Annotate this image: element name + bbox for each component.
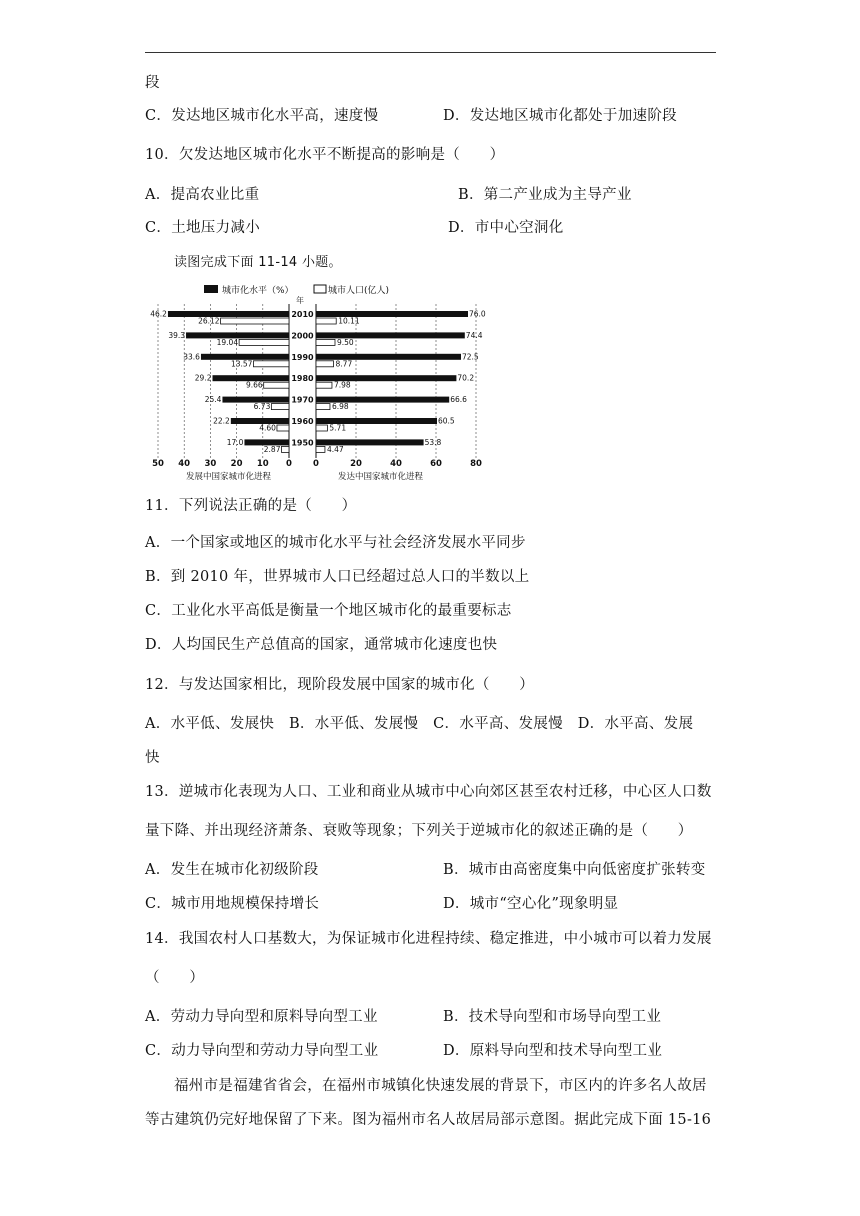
right-bar-pop <box>316 446 325 452</box>
right-label-pop: 6.98 <box>331 402 349 412</box>
left-xtick: 40 <box>178 459 191 469</box>
left-bar-pop <box>277 425 289 431</box>
question-14-line1: 14．我国农村人口基数大，为保证城市化进程持续、稳定推进，中小城市可以着力发展 <box>145 931 712 947</box>
left-bar-pop <box>281 446 289 452</box>
question-10: 10．欠发达地区城市化水平不断提高的影响是（ ） <box>145 147 505 163</box>
year-axis-label: 年 <box>296 296 304 305</box>
option-14d: D．原料导向型和技术导向型工业 <box>443 1043 663 1059</box>
right-bar-pop <box>316 339 335 345</box>
left-label-pct: 25.4 <box>204 395 222 405</box>
left-label-pop: 9.66 <box>245 380 263 390</box>
text-line: 段 <box>145 75 160 91</box>
options-12-cont: 快 <box>145 750 160 766</box>
right-label-pct: 76.0 <box>469 309 486 319</box>
right-label-pop: 5.71 <box>329 423 347 433</box>
left-label-pop: 26.12 <box>198 316 220 326</box>
right-label-pct: 66.6 <box>450 395 467 405</box>
left-xtick: 50 <box>152 459 164 469</box>
legend-swatch-pct <box>204 285 218 293</box>
option-13b: B．城市由高密度集中向低密度扩张转变 <box>443 862 706 878</box>
option-11a: A．一个国家或地区的城市化水平与社会经济发展水平同步 <box>145 535 526 551</box>
year-label: 2000 <box>291 331 314 341</box>
left-bar-pop <box>271 404 289 410</box>
option-11d: D．人均国民生产总值高的国家，通常城市化速度也快 <box>145 637 498 653</box>
right-label-pop: 8.77 <box>335 359 353 369</box>
figure-intro: 读图完成下面 11-14 小题。 <box>174 255 342 270</box>
right-label-pct: 53.8 <box>424 437 442 447</box>
right-xtick: 20 <box>350 459 362 469</box>
right-xtick: 40 <box>390 459 402 469</box>
option-9c: C．发达地区城市化水平高，速度慢 <box>145 108 379 124</box>
left-label-pop: 19.04 <box>216 337 239 347</box>
right-label-pct: 72.5 <box>462 352 479 362</box>
right-bar-pop <box>316 425 327 431</box>
left-bar-pop <box>264 382 289 388</box>
option-14b: B．技术导向型和市场导向型工业 <box>443 1009 662 1025</box>
header-rule <box>145 52 716 53</box>
passage-line2: 等古建筑仍完好地保留了下来。图为福州市名人故居局部示意图。据此完成下面 15-16 <box>145 1112 712 1128</box>
question-14-line2: （ ） <box>145 970 205 986</box>
year-label: 1950 <box>291 438 314 448</box>
question-13-line2: 量下降、并出现经济萧条、衰败等现象；下列关于逆城市化的叙述正确的是（ ） <box>145 823 693 839</box>
left-bar-pct <box>168 311 289 317</box>
left-label-pct: 33.6 <box>183 352 200 362</box>
left-label-pct: 39.3 <box>168 330 186 340</box>
right-xlabel: 发达中国家城市化进程 <box>338 472 424 482</box>
urbanization-chart <box>146 280 486 482</box>
option-14a: A．劳动力导向型和原料导向型工业 <box>145 1009 378 1025</box>
right-bar-pop <box>316 382 332 388</box>
left-bar-pop <box>239 339 289 345</box>
options-12: A．水平低、发展快 B．水平低、发展慢 C．水平高、发展慢 D．水平高、发展 <box>145 716 694 732</box>
left-label-pop: 6.73 <box>253 402 271 412</box>
legend-label-pop: 城市人口(亿人) <box>328 286 390 296</box>
year-label: 1960 <box>291 417 314 426</box>
right-xtick: 60 <box>430 459 442 469</box>
year-label: 1980 <box>291 374 314 384</box>
left-label-pop: 13.57 <box>230 359 253 369</box>
left-xtick: 20 <box>230 459 243 469</box>
right-bar-pop <box>316 404 330 410</box>
right-xtick: 0 <box>313 459 319 469</box>
option-10a: A．提高农业比重 <box>145 187 260 203</box>
option-11c: C．工业化水平高低是衡量一个地区城市化的最重要标志 <box>145 603 512 619</box>
left-label-pct: 17.0 <box>226 437 244 447</box>
option-13a: A．发生在城市化初级阶段 <box>145 862 319 878</box>
year-label: 2010 <box>291 310 314 319</box>
left-xlabel: 发展中国家城市化进程 <box>186 472 272 482</box>
left-label-pop: 4.60 <box>259 423 276 433</box>
option-13c: C．城市用地规模保持增长 <box>145 896 320 912</box>
left-bar-pop <box>253 361 289 367</box>
right-label-pop: 4.47 <box>326 444 344 454</box>
question-11: 11．下列说法正确的是（ ） <box>145 498 357 514</box>
left-bar-pop <box>221 318 289 324</box>
legend-label-pct: 城市化水平（%） <box>222 286 294 296</box>
option-9d: D．发达地区城市化都处于加速阶段 <box>443 108 677 124</box>
right-label-pop: 7.98 <box>333 380 351 390</box>
right-label-pct: 74.4 <box>465 330 483 340</box>
left-label-pct: 29.2 <box>194 373 212 383</box>
left-xtick: 30 <box>204 459 217 469</box>
question-12: 12．与发达国家相比，现阶段发展中国家的城市化（ ） <box>145 677 535 693</box>
left-label-pct: 46.2 <box>150 309 167 319</box>
option-14c: C．动力导向型和劳动力导向型工业 <box>145 1043 379 1059</box>
year-label: 1990 <box>291 352 314 362</box>
option-13d: D．城市“空心化”现象明显 <box>443 896 619 912</box>
legend-swatch-pop <box>314 285 326 293</box>
option-11b: B．到 2010 年，世界城市人口已经超过总人口的半数以上 <box>145 569 530 585</box>
option-10d: D．市中心空洞化 <box>448 220 564 236</box>
right-xtick: 80 <box>470 459 482 469</box>
left-xtick: 10 <box>256 459 269 469</box>
passage-line1: 福州市是福建省省会，在福州市城镇化快速发展的背景下，市区内的许多名人故居 <box>174 1078 707 1094</box>
right-label-pop: 10.11 <box>338 316 360 326</box>
right-label-pop: 9.50 <box>337 337 354 347</box>
left-xtick: 0 <box>286 459 292 469</box>
year-label: 1970 <box>291 395 314 405</box>
question-13-line1: 13．逆城市化表现为人口、工业和商业从城市中心向郊区甚至农村迁移，中心区人口数 <box>145 784 712 800</box>
option-10b: B．第二产业成为主导产业 <box>458 187 632 203</box>
option-10c: C．土地压力减小 <box>145 220 260 236</box>
left-label-pct: 22.2 <box>213 416 230 426</box>
left-label-pop: 2.87 <box>263 444 281 454</box>
right-bar-pop <box>316 361 334 367</box>
right-label-pct: 70.2 <box>457 373 475 383</box>
right-bar-pop <box>316 318 336 324</box>
right-label-pct: 60.5 <box>438 416 455 426</box>
